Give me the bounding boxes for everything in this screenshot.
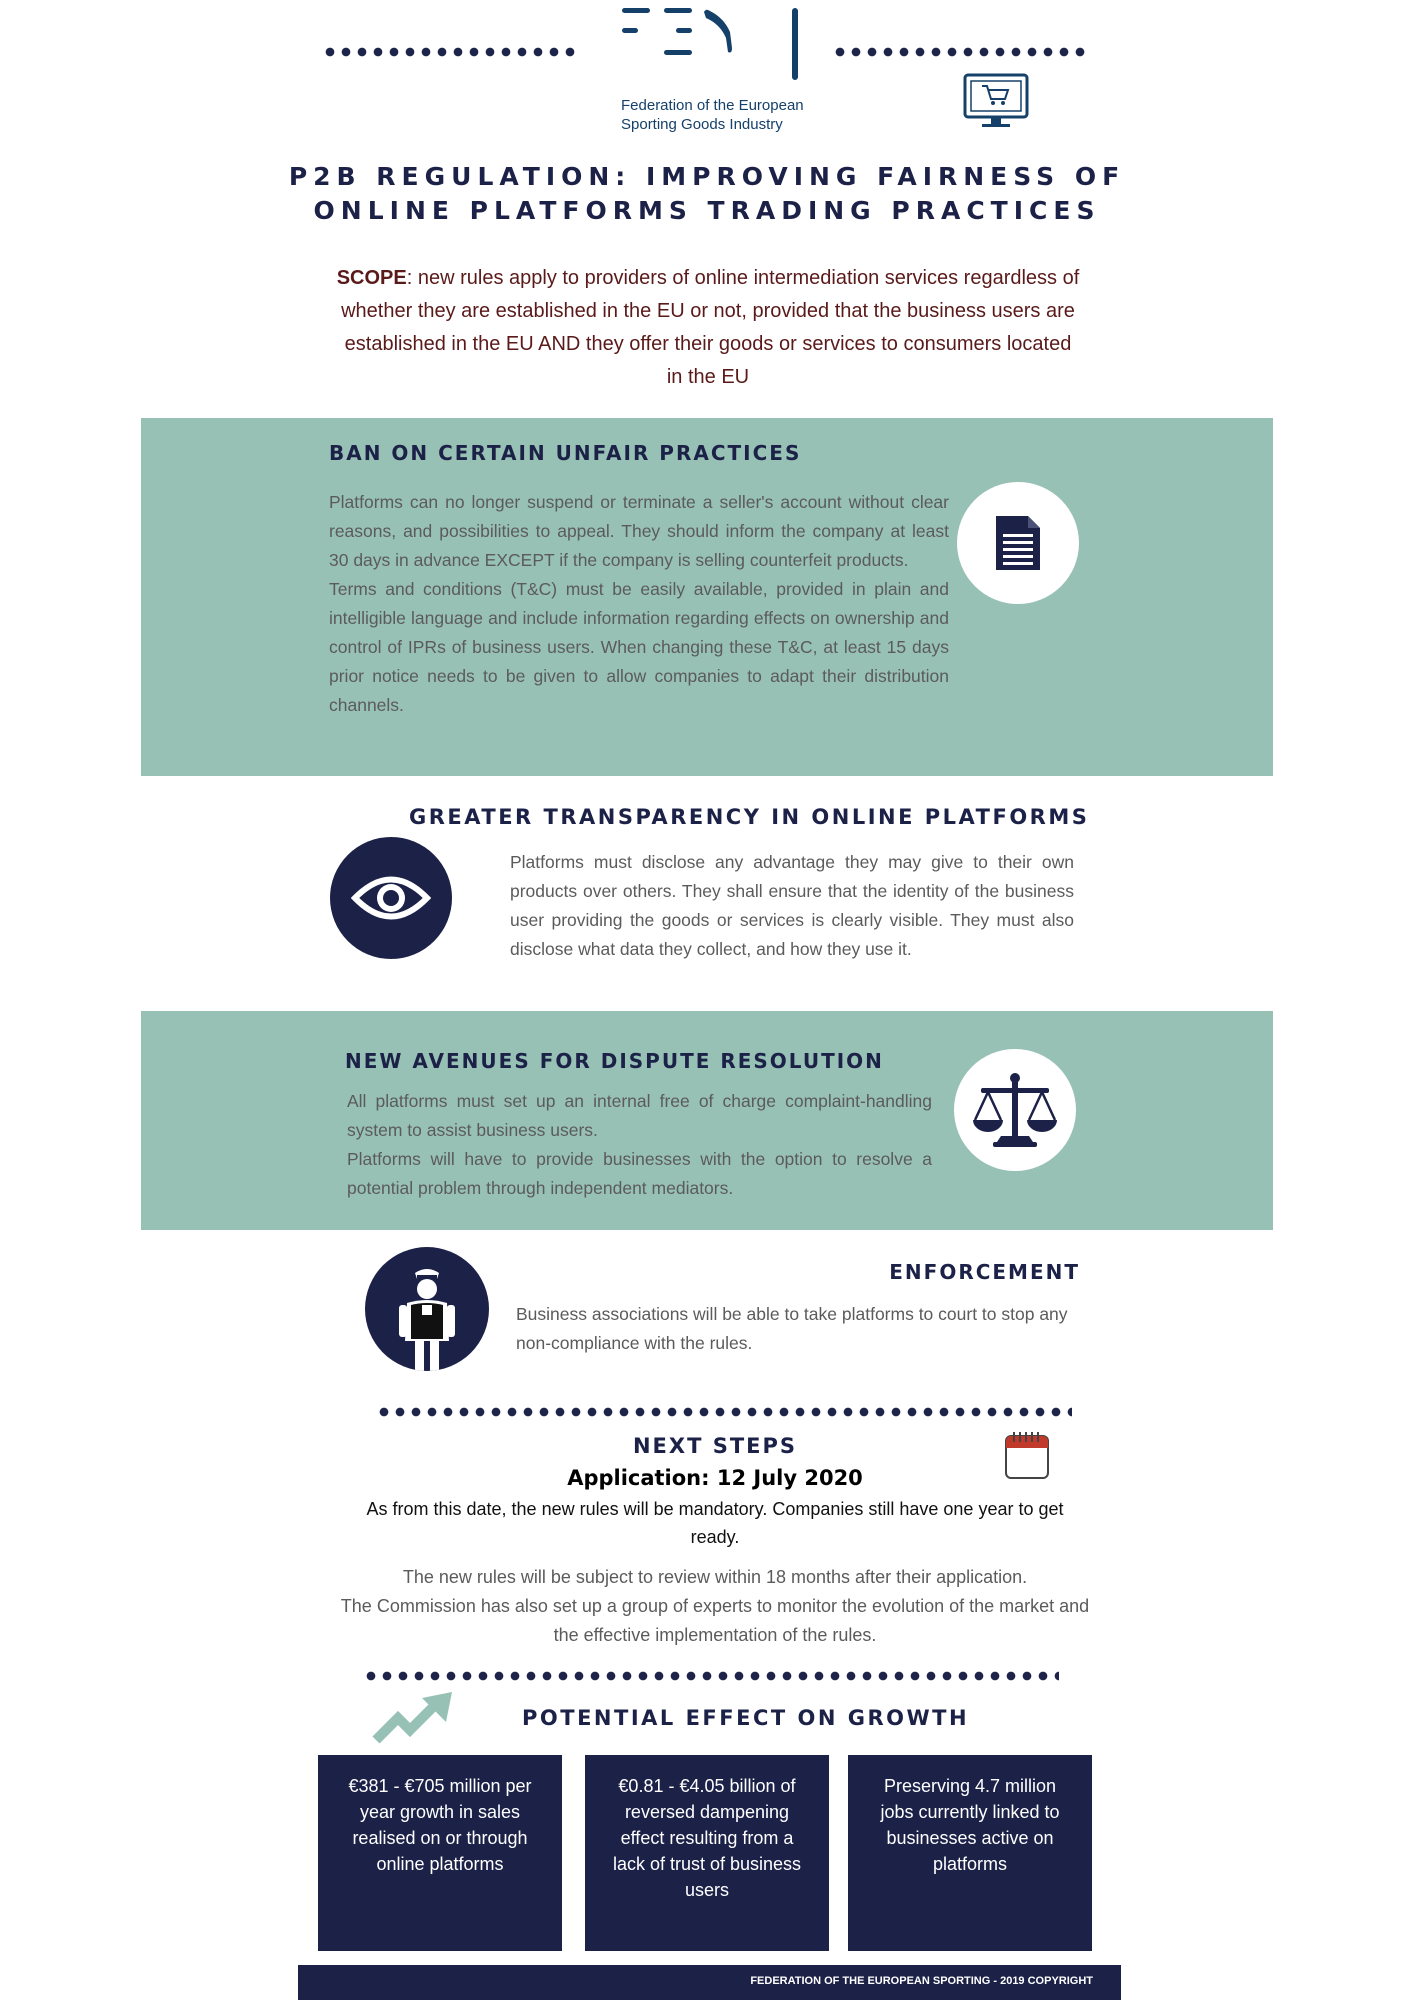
growth-box-1 — [318, 1755, 562, 1951]
dispute-para-1: All platforms must set up an internal free of charge complaint-handling system to assist business users. — [347, 1091, 932, 1140]
dispute-heading: NEW AVENUES FOR DISPUTE RESOLUTION — [345, 1049, 884, 1073]
ban-para-1: Platforms can no longer suspend or terminate a seller's account without clear reasons, and possibilities to appeal. They should inform the company at least 30 days in advance EXCEPT if the company is selling counterfeit products. — [329, 492, 949, 570]
next-steps-heading: NEXT STEPS — [632, 1434, 798, 1458]
fesi-logo-icon — [620, 8, 806, 82]
scales-icon-circle — [954, 1049, 1076, 1171]
fesi-logo — [620, 8, 806, 82]
transparency-heading: GREATER TRANSPARENCY IN ONLINE PLATFORMS — [409, 805, 1090, 829]
police-officer-icon — [365, 1247, 489, 1371]
dotted-divider-next-steps — [376, 1406, 1072, 1418]
scope-paragraph — [336, 262, 1080, 394]
dotted-divider-growth — [363, 1670, 1059, 1682]
ban-para-2: Terms and conditions (T&C) must be easily available, provided in plain and intelligible language and include information regarding effects on ownership and control of IPRs of business users. When changing these T&C, at least 15 days prior notice needs to be given to allow companies to adapt their distribution channels. — [329, 579, 949, 715]
dotted-divider-right — [832, 46, 1088, 58]
dispute-text — [347, 1087, 932, 1203]
growth-box-3-text: Preserving 4.7 million jobs currently linked to businesses active on platforms — [880, 1776, 1060, 1874]
dispute-para-2: Platforms will have to provide businesses with the option to resolve a potential problem through independent mediators. — [347, 1149, 932, 1198]
page-title — [0, 160, 1414, 228]
growth-box-2 — [585, 1755, 829, 1951]
review-text — [330, 1563, 1100, 1650]
computer-cart-icon — [962, 72, 1032, 132]
enforcement-heading: ENFORCEMENT — [889, 1260, 1080, 1284]
footer-text: FEDERATION OF THE EUROPEAN SPORTING - 2019 COPYRIGHT — [750, 1975, 1093, 1987]
review-line-1: The new rules will be subject to review within 18 months after their application. — [402, 1567, 1028, 1587]
growth-heading: POTENTIAL EFFECT ON GROWTH — [522, 1706, 970, 1730]
scales-icon — [971, 1070, 1059, 1150]
ban-heading: BAN ON CERTAIN UNFAIR PRACTICES — [329, 441, 802, 465]
scope-text: : new rules apply to providers of online intermediation services regardless of whether they are established in the EU or not, provided that the business users are established in the EU AND they offer their goods or services to consumers located in the EU — [341, 267, 1080, 388]
page-title-line1: P2B REGULATION: IMPROVING FAIRNESS OF — [288, 162, 1126, 191]
growth-box-3 — [848, 1755, 1092, 1951]
page-title-line2: ONLINE PLATFORMS TRADING PRACTICES — [313, 196, 1101, 225]
review-line-2: The Commission has also set up a group of experts to monitor the evolution of the market and the effective implementation of the rules. — [340, 1596, 1090, 1645]
enforcement-text: Business associations will be able to take platforms to court to stop any non-compliance with the rules. — [516, 1304, 1068, 1353]
officer-icon-circle — [365, 1247, 489, 1371]
growth-box-1-text: €381 - €705 million per year growth in sales realised on or through online platforms — [348, 1776, 532, 1874]
dotted-divider-left — [322, 46, 578, 58]
org-name-line1: Federation of the European — [621, 97, 804, 114]
org-name-line2: Sporting Goods Industry — [621, 116, 783, 133]
eye-icon — [351, 873, 431, 923]
transparency-text: Platforms must disclose any advantage they may give to their own products over others. They shall ensure that the identity of the business user providing the goods or services is clearly visible. They must also disclose what data they collect, and how they use it. — [510, 852, 1074, 959]
growth-arrow-icon — [372, 1690, 456, 1748]
document-icon — [994, 514, 1042, 572]
mandatory-text: As from this date, the new rules will be mandatory. Companies still have one year to get ready. — [366, 1499, 1064, 1547]
ban-text — [329, 488, 949, 720]
scope-label: SCOPE — [336, 267, 407, 289]
eye-icon-circle — [330, 837, 452, 959]
growth-box-2-text: €0.81 - €4.05 billion of reversed dampening effect resulting from a lack of trust of business users — [612, 1776, 802, 1900]
application-date: Application: 12 July 2020 — [567, 1466, 863, 1490]
document-icon-circle — [957, 482, 1079, 604]
